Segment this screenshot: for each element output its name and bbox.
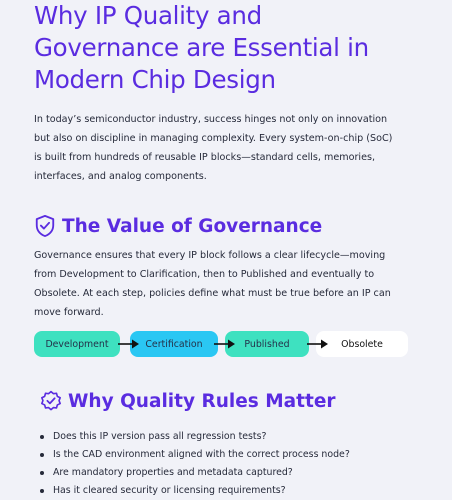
arrow-right-icon: [118, 338, 140, 350]
governance-heading-text: The Value of Governance: [62, 215, 323, 237]
page-title: [34, 0, 444, 96]
arrow-right-icon: [307, 338, 329, 350]
title-line: Governance are Essential in: [34, 33, 369, 62]
governance-line: Obsolete. At each step, policies define what must be true before an IP can: [34, 288, 391, 299]
lifecycle-flow: [34, 331, 414, 357]
governance-heading: [34, 211, 322, 241]
quality-heading-text: Why Quality Rules Matter: [68, 390, 336, 412]
intro-line: is built from hundreds of reusable IP blocks—standard cells, memories,: [34, 152, 376, 163]
title-line: Why IP Quality and: [34, 1, 262, 30]
shield-check-icon: [34, 214, 56, 238]
governance-line: from Development to Clarification, then to Published and eventually to: [34, 269, 375, 280]
list-item: Is the CAD environment aligned with the correct process node?: [38, 446, 350, 464]
intro-line: interfaces, and analog components.: [34, 171, 207, 182]
list-item: Are mandatory properties and metadata captured?: [38, 464, 350, 482]
list-item: Does this IP version pass all regression tests?: [38, 428, 350, 446]
arrow-right-icon: [214, 338, 236, 350]
stage-certification: Certification: [130, 331, 218, 357]
governance-paragraph: [34, 246, 434, 322]
badge-check-icon: [40, 389, 62, 413]
quality-heading: [40, 386, 336, 416]
quality-checklist: [38, 428, 350, 500]
stage-obsolete: Obsolete: [316, 331, 408, 357]
title-line: Modern Chip Design: [34, 65, 276, 94]
intro-line: In today’s semiconductor industry, success hinges not only on innovation: [34, 114, 388, 125]
governance-line: move forward.: [34, 307, 104, 318]
intro-line: but also on discipline in managing complexity. Every system-on-chip (SoC): [34, 133, 393, 144]
list-item: Has it cleared security or licensing requirements?: [38, 482, 350, 500]
governance-line: Governance ensures that every IP block follows a clear lifecycle—moving: [34, 250, 386, 261]
stage-development: Development: [34, 331, 120, 357]
stage-published: Published: [225, 331, 309, 357]
intro-paragraph: [34, 110, 434, 186]
